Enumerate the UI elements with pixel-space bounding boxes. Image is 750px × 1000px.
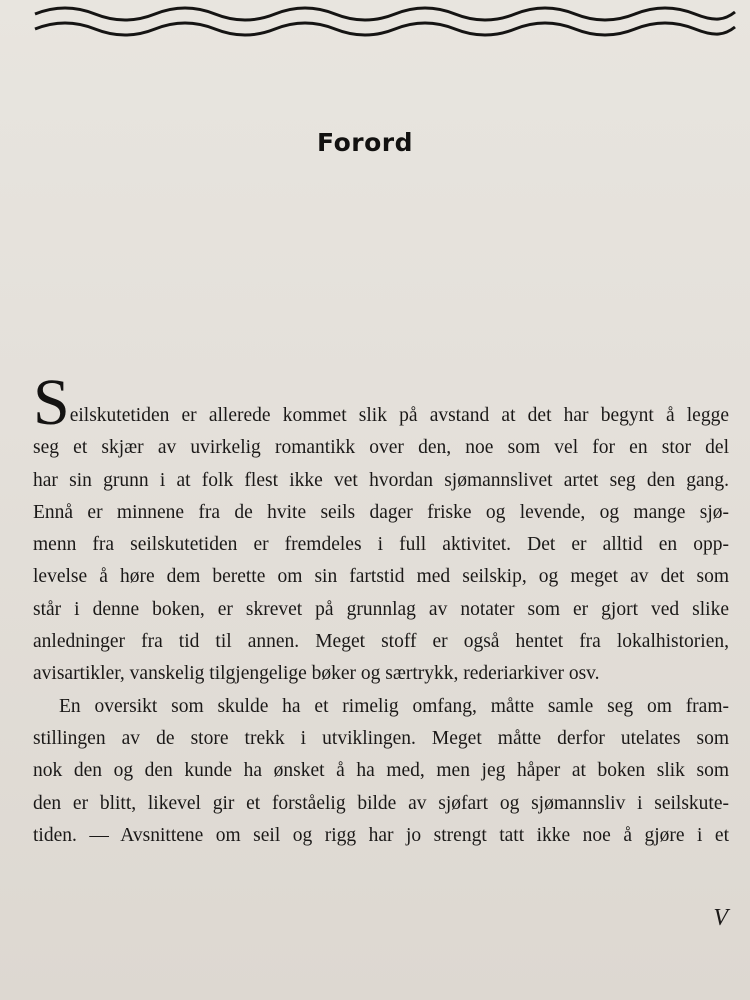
text-line: står i denne boken, er skrevet på grunnlag av notater som er gjort ved slike: [33, 598, 729, 620]
text-line: Ennå er minnene fra de hvite seils dager friske og levende, og mange sjø-: [33, 501, 729, 523]
text-line: tiden. — Avsnittene om seil og rigg har jo strengt tatt ikke noe å gjøre i et: [33, 824, 729, 846]
text-line: avisartikler, vanskelig tilgjengelige bøker og særtrykk, rederiarkiver osv.: [33, 663, 600, 685]
text-line: En oversikt som skulde ha et rimelig omfang, måtte samle seg om fram-: [59, 695, 729, 717]
page-title: Forord: [317, 128, 413, 157]
drop-cap: S: [33, 366, 70, 439]
paragraph-2: [33, 691, 729, 852]
text-line: den er blitt, likevel gir et forståelig bilde av sjøfart og sjømannsliv i seilskute-: [33, 792, 729, 814]
text-line: levelse å høre dem berette om sin fartstid med seilskip, og meget av det som: [33, 566, 729, 588]
text-line: har sin grunn i at folk flest ikke vet hvordan sjømannslivet artet seg den gang.: [33, 469, 729, 491]
paragraph-1: [33, 366, 729, 691]
text-line: stillingen av de store trekk i utviklingen. Meget måtte derfor utelates som: [33, 727, 729, 749]
text-line: seg et skjær av uvirkelig romantikk over den, noe som vel for en stor del: [33, 437, 729, 459]
text-line: nok den og den kunde ha ønsket å ha med, men jeg håper at boken slik som: [33, 760, 729, 782]
body-text: [33, 366, 729, 852]
text-line: anledninger fra tid til annen. Meget stoff er også hentet fra lokalhistorien,: [33, 631, 729, 653]
text-line: Seilskutetiden er allerede kommet slik på avstand at det har begynt å legge: [33, 366, 729, 439]
page-number: V: [713, 905, 728, 931]
wave-ornament: [35, 2, 735, 42]
text-line: menn fra seilskutetiden er fremdeles i full aktivitet. Det er alltid en opp-: [33, 534, 729, 556]
